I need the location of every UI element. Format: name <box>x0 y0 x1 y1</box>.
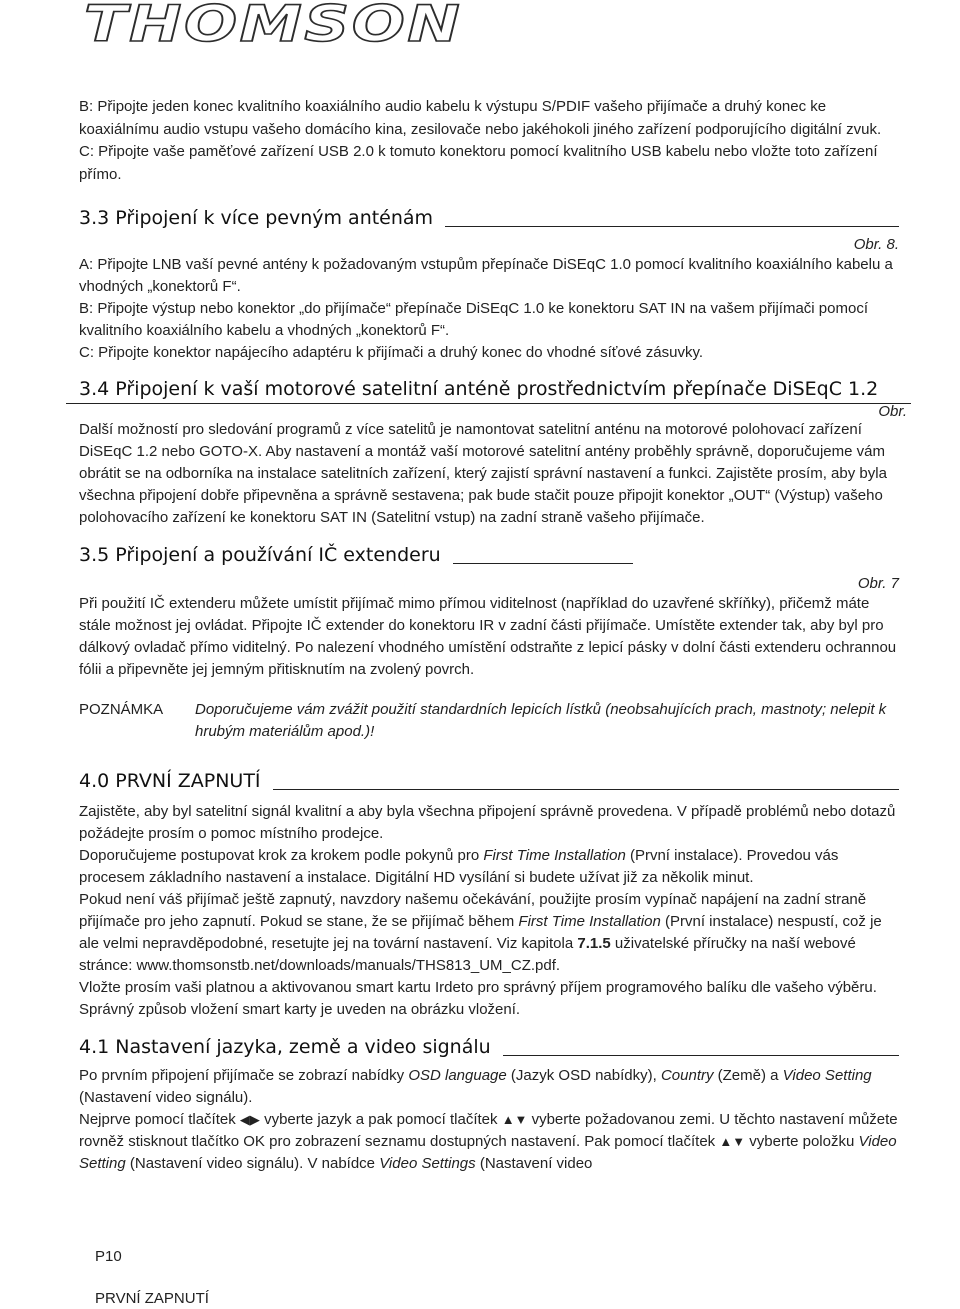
s40-p4: Vložte prosím vaši platnou a aktivovanou smart kartu Irdeto pro správný příjem programového balíku dle vašeho výběru. Správný způsob vložení smart karty je uveden na obrázku vložení. <box>79 979 877 1018</box>
section-3-5-title: 3.5 Připojení a používání IČ extenderu <box>79 543 899 567</box>
s40-p1: Zajistěte, aby byl satelitní signál kvalitní a aby byla všechna připojení správně provedena. V případě problémů nebo dotazů požádejte prosím o pomoc místního prodejce. <box>79 803 896 842</box>
intro-c-paragraph: C: Připojte vaše paměťové zařízení USB 2.0 k tomuto konektoru pomocí kvalitního USB kabelu nebo vložte toto zařízení přímo. <box>79 143 878 183</box>
section-rule <box>273 789 899 790</box>
figure-ref-7: Obr. 7 <box>857 575 899 592</box>
ok-key: OK <box>243 1133 265 1150</box>
up-down-arrows-icon: ▲▼ <box>501 1112 528 1127</box>
note-text: Doporučujeme vám zvážit použití standardních lepicích lístků (neobsahujících prach, mastnoty; nelepit k hrubým materiálům apod.)! <box>195 701 887 740</box>
page-content <box>79 96 907 1175</box>
section-4-1-title: 4.1 Nastavení jazyka, země a video signálu <box>79 1035 899 1059</box>
s33-a-paragraph: A: Připojte LNB vaší pevné antény k požadovaným vstupům přepínače DiSEqC 1.0 pomocí kvalitního koaxiálního kabelu a vhodných „konektorů F“. <box>79 256 893 295</box>
up-down-arrows-icon: ▲▼ <box>719 1134 746 1149</box>
s40-p3: Pokud není váš přijímač ještě zapnutý, navzdory našemu očekávání, použijte prosím vypínač napájení na zadní straně přijímače pro jeho zapnutí. Pokud se stane, že se přijímač během First Time Installation (První instalace) nespustí, což je ale velmi nepravděpodobné, resetujte jej na tovární nastavení. Viz kapitola 7.1.5 uživatelské příručky na naší webové stránce: www.thomsonstb.net/downloads/manuals/THS813_UM_CZ.pdf. <box>79 891 882 974</box>
figure-ref: Obr. <box>878 403 907 420</box>
intro-b-paragraph: B: Připojte jeden konec kvalitního koaxiálního audio kabelu k výstupu S/PDIF vašeho přijímače a druhý konec ke koaxiálnímu audio vstupu vašeho domácího kina, zesilovače nebo jakéhokoli jiného zařízení podporujícího digitální zvuk. <box>79 98 882 138</box>
s34-paragraph: Další možností pro sledování programů z více satelitů je namontovat satelitní anténu na motorové polohovací zařízení DiSEqC 1.2 nebo GOTO-X. Aby nastavení a montáž vaší motorové satelitní antény proběhly správně, doporučujeme vám obrátit se na odborníka na instalace satelitních zařízení, který zajistí správní nastavení a funkci. Zajistěte prosím, aby byla všechna připojení dobře připevněna a správně sestavena; pak bude stačit pouze připojit konektor „OUT“ (Výstup) vašeho polohovacího zařízení ke konektoru SAT IN (Satelitní vstup) na zadní straně vašeho přijímače. <box>79 421 887 526</box>
section-3-4-title: 3.4 Připojení k vaší motorové satelitní anténě prostřednictvím přepínače DiSEqC 1.2 <box>79 378 879 400</box>
s35-paragraph: Při použití IČ extenderu můžete umístit přijímač mimo přímou viditelnost (například do uzavřené skříňky), přičemž máte stále možnost jej ovládat. Připojte IČ extender do konektoru IR v zadní části přijímače. Umístěte extender tak, aby byl pro dálkový ovladač přímo viditelný. Po nalezení vhodného umístění odstraňte z lepicí pásky v dolní části extenderu ochrannou fólii a připevněte jej jemným přitisknutím na zvolený povrch. <box>79 595 897 678</box>
brand-logo: THOMSON <box>84 0 463 53</box>
note-label: POZNÁMKA <box>79 701 164 718</box>
note-block <box>79 699 899 743</box>
section-rule <box>445 226 899 227</box>
brand-header <box>0 0 960 53</box>
left-right-arrows-icon: ◀▶ <box>239 1112 260 1127</box>
section-3-3-title: 3.3 Připojení k více pevným anténám <box>79 206 899 230</box>
figure-ref-8: Obr. 8. <box>853 236 899 253</box>
s33-b-paragraph: B: Připojte výstup nebo konektor „do přijímače“ přepínače DiSEqC 1.0 ke konektoru SAT IN na vašem přijímači pomocí kvalitního koaxiálního kabelu a vhodných „konektorů F“. <box>79 300 868 339</box>
section-rule <box>79 401 899 411</box>
s33-c-paragraph: C: Připojte konektor napájecího adaptéru k přijímači a druhý konec do vhodné síťové zásuvky. <box>79 344 704 361</box>
section-rule <box>503 1055 899 1056</box>
page-number: P10 <box>95 1248 122 1265</box>
s40-p2: Doporučujeme postupovat krok za krokem podle pokynů pro First Time Installation (První instalace). Provedou vás procesem základního nastavení a instalace. Digitální HD vysílání si budete užívat již za několik minut. <box>79 847 839 886</box>
section-rule <box>453 563 633 564</box>
s41-p2: Nejprve pomocí tlačítek ◀▶ vyberte jazyk a pak pomocí tlačítek ▲▼ vyberte požadovanou zemi. U těchto nastavení můžete rovněž stisknout tlačítko OK pro zobrazení seznamu dostupných nastavení. Pak pomocí tlačítek ▲▼ vyberte položku Video Setting (Nastavení video signálu). V nabídce Video Settings (Nastavení video <box>79 1111 898 1172</box>
s41-p1: Po prvním připojení přijímače se zobrazí nabídky OSD language (Jazyk OSD nabídky), Country (Země) a Video Setting (Nastavení video signálu). <box>79 1067 872 1106</box>
footer-section-label: PRVNÍ ZAPNUTÍ <box>95 1290 209 1307</box>
section-4-0-title: 4.0 PRVNÍ ZAPNUTÍ <box>79 769 899 793</box>
